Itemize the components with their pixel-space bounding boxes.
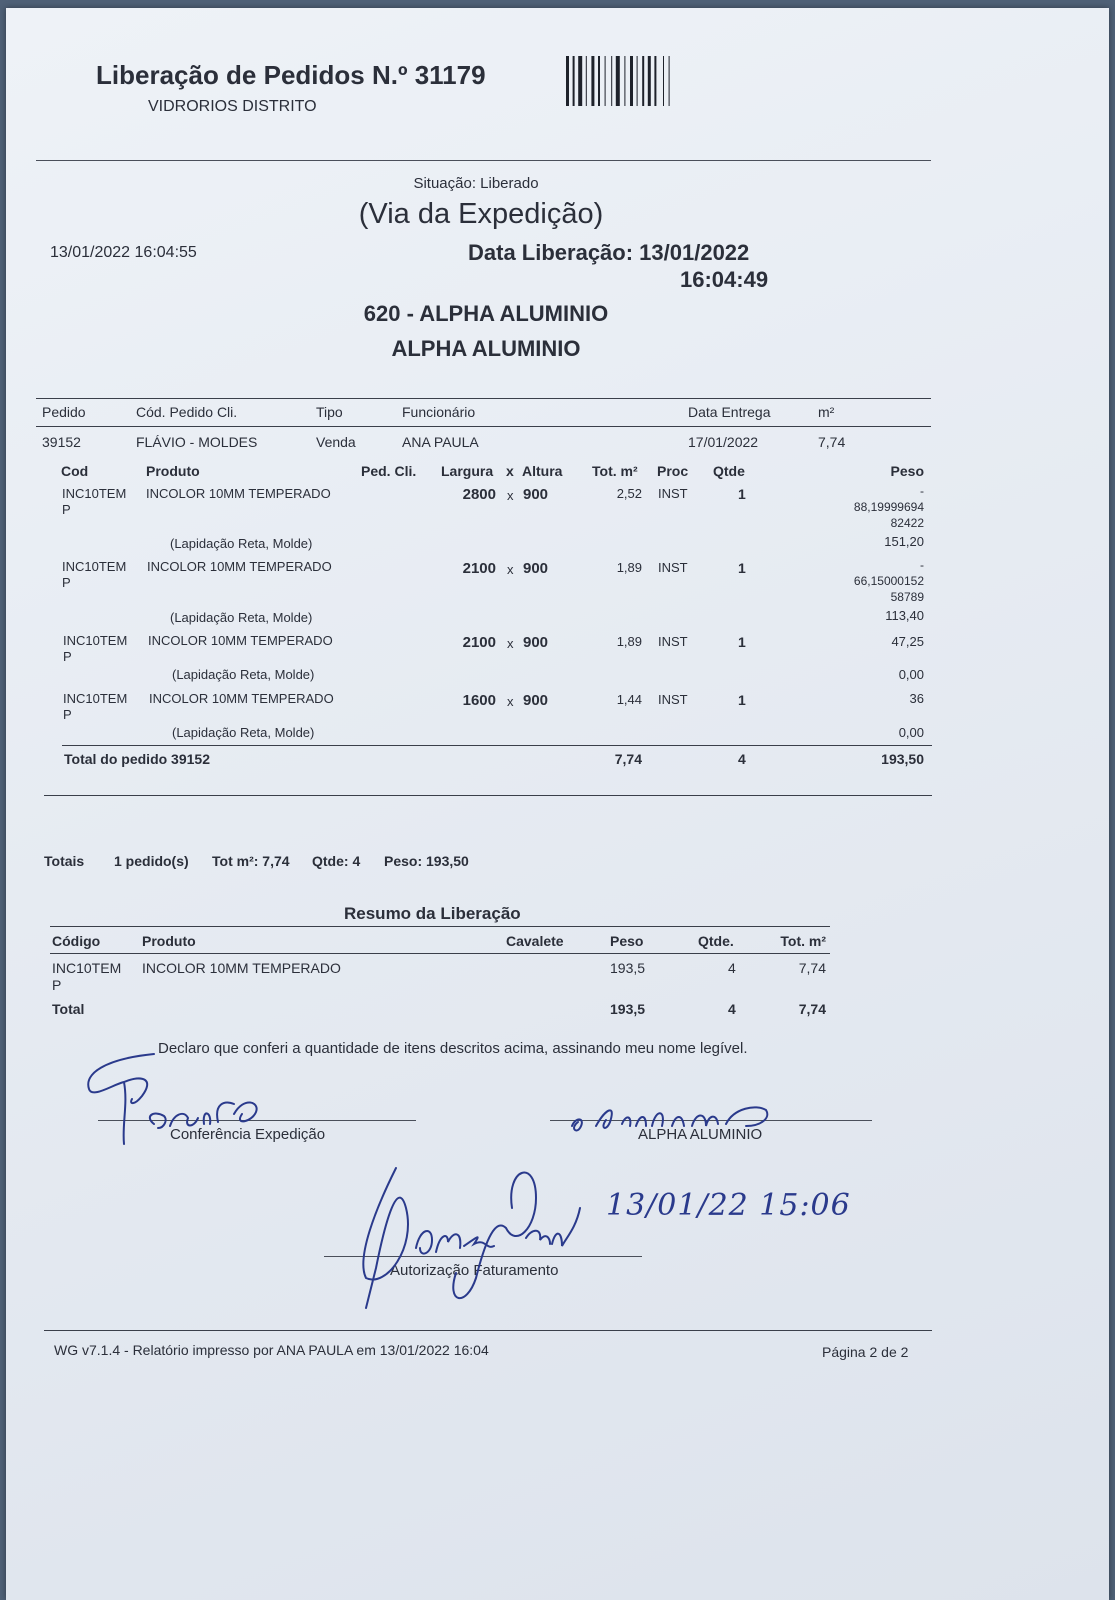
totals-orders: 1 pedido(s) (114, 853, 189, 869)
document-title: Liberação de Pedidos N.º 31179 (96, 60, 486, 90)
totals-weight: Peso: 193,50 (384, 853, 469, 869)
barcode-bar (624, 56, 625, 106)
col-ped-cli: Ped. Cli. (361, 463, 417, 479)
summary-col-cavalete: Cavalete (506, 933, 564, 949)
summary-col-produto: Produto (142, 933, 196, 949)
summary-code-suffix: P (52, 977, 62, 993)
col-cod: Cod (61, 463, 89, 479)
totals-qtde: Qtde: 4 (312, 853, 361, 869)
item-proc: INST (658, 486, 688, 501)
summary-total-m2: 7,74 (798, 1001, 826, 1017)
document-page (6, 8, 1109, 1600)
barcode-bar (573, 56, 575, 106)
item-weight-cont: 82422 (890, 516, 924, 530)
col-cod-pedido-cli: Cód. Pedido Cli. (136, 404, 238, 420)
barcode-bar (669, 56, 670, 106)
employee: ANA PAULA (402, 434, 479, 450)
summary-col-qtde: Qtde. (698, 933, 734, 949)
item-qtde: 1 (738, 486, 746, 502)
signature-label-client: ALPHA ALUMINIO (638, 1126, 763, 1143)
col-tipo: Tipo (316, 404, 343, 420)
summary-total-weight: 193,5 (610, 1001, 646, 1017)
barcode-bar (578, 56, 582, 106)
order-total-m2: 7,74 (614, 751, 642, 767)
release-time: 16:04:49 (680, 267, 769, 292)
barcode-bar (605, 56, 606, 106)
item-height: 900 (523, 560, 549, 577)
item-detail-weight: 113,40 (885, 608, 924, 623)
item-code: INC10TEM (63, 691, 128, 706)
summary-total-qtde: 4 (728, 1001, 736, 1017)
totals-label: Totais (44, 853, 85, 869)
item-qtde: 1 (738, 634, 746, 650)
col-tot-m2: Tot. m² (592, 463, 638, 479)
barcode-bar (637, 56, 638, 106)
handwritten-date: 13/01/22 15:06 (606, 1188, 851, 1223)
item-x: x (507, 636, 514, 651)
item-weight: 47,25 (891, 634, 924, 649)
item-x: x (507, 562, 514, 577)
summary-title: Resumo da Liberação (344, 904, 521, 923)
item-width: 1600 (462, 692, 496, 709)
col-largura: Largura (441, 463, 494, 479)
item-proc: INST (658, 692, 688, 707)
col-x: x (506, 463, 514, 479)
item-weight: 36 (909, 691, 924, 706)
col-produto: Produto (146, 463, 200, 479)
delivery-date: 17/01/2022 (688, 434, 759, 450)
item-weight-dash: - (920, 484, 924, 498)
status-text: Situação: Liberado (413, 175, 539, 192)
col-qtde: Qtde (713, 463, 745, 479)
barcode-bar (616, 56, 620, 106)
item-weight: 88,19999694 (853, 500, 924, 514)
barcode-bar (663, 56, 664, 106)
item-code: INC10TEM (63, 633, 128, 648)
barcode-bar (630, 56, 633, 106)
summary-col-tot-m2: Tot. m² (780, 933, 826, 949)
item-width: 2100 (462, 560, 496, 577)
printed-datetime: 13/01/2022 16:04:55 (50, 244, 197, 261)
item-detail: (Lapidação Reta, Molde) (172, 725, 315, 740)
item-product: INCOLOR 10MM TEMPERADO (146, 486, 331, 501)
col-proc: Proc (657, 463, 689, 479)
item-height: 900 (523, 634, 549, 651)
item-code-suffix: P (62, 575, 71, 590)
item-product: INCOLOR 10MM TEMPERADO (149, 691, 334, 706)
col-funcionario: Funcionário (402, 404, 476, 420)
summary-total-label: Total (52, 1001, 85, 1017)
handwritten-signature-faturamento (336, 1168, 596, 1318)
item-qtde: 1 (738, 692, 746, 708)
summary-qtde: 4 (728, 960, 736, 976)
company-name: VIDRORIOS DISTRITO (148, 98, 317, 115)
item-detail-weight: 151,20 (884, 534, 924, 549)
handwritten-signature-client (566, 1098, 806, 1138)
item-x: x (507, 488, 514, 503)
declaration-text: Declaro que conferi a quantidade de itens descritos acima, assinando meu nome legível. (158, 1040, 748, 1057)
divider (36, 160, 931, 161)
item-weight: 66,15000152 (853, 574, 924, 588)
item-proc: INST (658, 634, 688, 649)
summary-code: INC10TEM (52, 960, 122, 976)
order-m2: 7,74 (818, 434, 846, 450)
divider (36, 426, 931, 427)
divider (36, 398, 931, 399)
item-x: x (507, 694, 514, 709)
signature-label-faturamento: Autorização Faturamento (390, 1262, 559, 1279)
item-tot-m2: 1,89 (616, 560, 642, 575)
col-pedido: Pedido (42, 404, 86, 420)
barcode-bar (586, 56, 587, 106)
order-total-weight: 193,50 (881, 751, 924, 767)
item-tot-m2: 2,52 (616, 486, 642, 501)
item-code: INC10TEM (62, 486, 127, 501)
divider (50, 953, 830, 954)
summary-product: INCOLOR 10MM TEMPERADO (142, 960, 341, 976)
item-qtde: 1 (738, 560, 746, 576)
client-name: ALPHA ALUMINIO (391, 336, 581, 361)
summary-col-peso: Peso (610, 933, 644, 949)
summary-col-codigo: Código (52, 933, 101, 949)
summary-weight: 193,5 (610, 960, 646, 976)
barcode-bar (654, 56, 656, 106)
barcode-bar (611, 56, 612, 106)
footer-printed-by: WG v7.1.4 - Relatório impresso por ANA PAULA em 13/01/2022 16:04 (54, 1342, 489, 1358)
item-width: 2100 (462, 634, 496, 651)
order-number: 39152 (42, 434, 81, 450)
item-code-suffix: P (63, 707, 72, 722)
item-height: 900 (523, 486, 549, 503)
client-code-name: 620 - ALPHA ALUMINIO (363, 301, 609, 326)
item-tot-m2: 1,89 (616, 634, 642, 649)
item-tot-m2: 1,44 (616, 692, 642, 707)
order-total-qtde: 4 (738, 751, 746, 767)
item-product: INCOLOR 10MM TEMPERADO (147, 559, 332, 574)
col-data-entrega: Data Entrega (688, 404, 771, 420)
item-width: 2800 (462, 486, 496, 503)
barcode (566, 56, 726, 106)
barcode-bar (598, 56, 600, 106)
col-peso: Peso (890, 463, 924, 479)
order-total-label: Total do pedido 39152 (64, 751, 210, 767)
item-detail-weight: 0,00 (898, 725, 924, 740)
divider (50, 926, 830, 927)
summary-tot-m2: 7,74 (798, 960, 826, 976)
col-m2: m² (818, 404, 835, 420)
item-weight-dash: - (920, 558, 924, 572)
release-date: Data Liberação: 13/01/2022 (468, 240, 750, 265)
barcode-bar (566, 56, 569, 106)
totals-m2: Tot m²: 7,74 (212, 853, 290, 869)
item-detail-weight: 0,00 (898, 667, 924, 682)
barcode-bar (591, 56, 594, 106)
signature-label-expedicao: Conferência Expedição (170, 1126, 326, 1143)
barcode-bar (642, 56, 644, 106)
divider (62, 745, 932, 746)
footer-page-number: Página 2 de 2 (822, 1344, 909, 1360)
item-height: 900 (523, 692, 549, 709)
item-code-suffix: P (62, 502, 71, 517)
copy-label: (Via da Expedição) (358, 198, 604, 230)
divider (44, 795, 932, 796)
item-proc: INST (658, 560, 688, 575)
barcode-bar (648, 56, 651, 106)
item-detail: (Lapidação Reta, Molde) (170, 536, 313, 551)
item-code: INC10TEM (62, 559, 127, 574)
item-detail: (Lapidação Reta, Molde) (172, 667, 315, 682)
order-type: Venda (316, 434, 356, 450)
item-weight-cont: 58789 (890, 590, 924, 604)
item-product: INCOLOR 10MM TEMPERADO (148, 633, 333, 648)
item-code-suffix: P (63, 649, 72, 664)
client-order-code: FLÁVIO - MOLDES (136, 434, 258, 450)
divider (44, 1330, 932, 1331)
item-detail: (Lapidação Reta, Molde) (170, 610, 313, 625)
handwritten-signature-expedicao (84, 1044, 344, 1144)
col-altura: Altura (522, 463, 563, 479)
